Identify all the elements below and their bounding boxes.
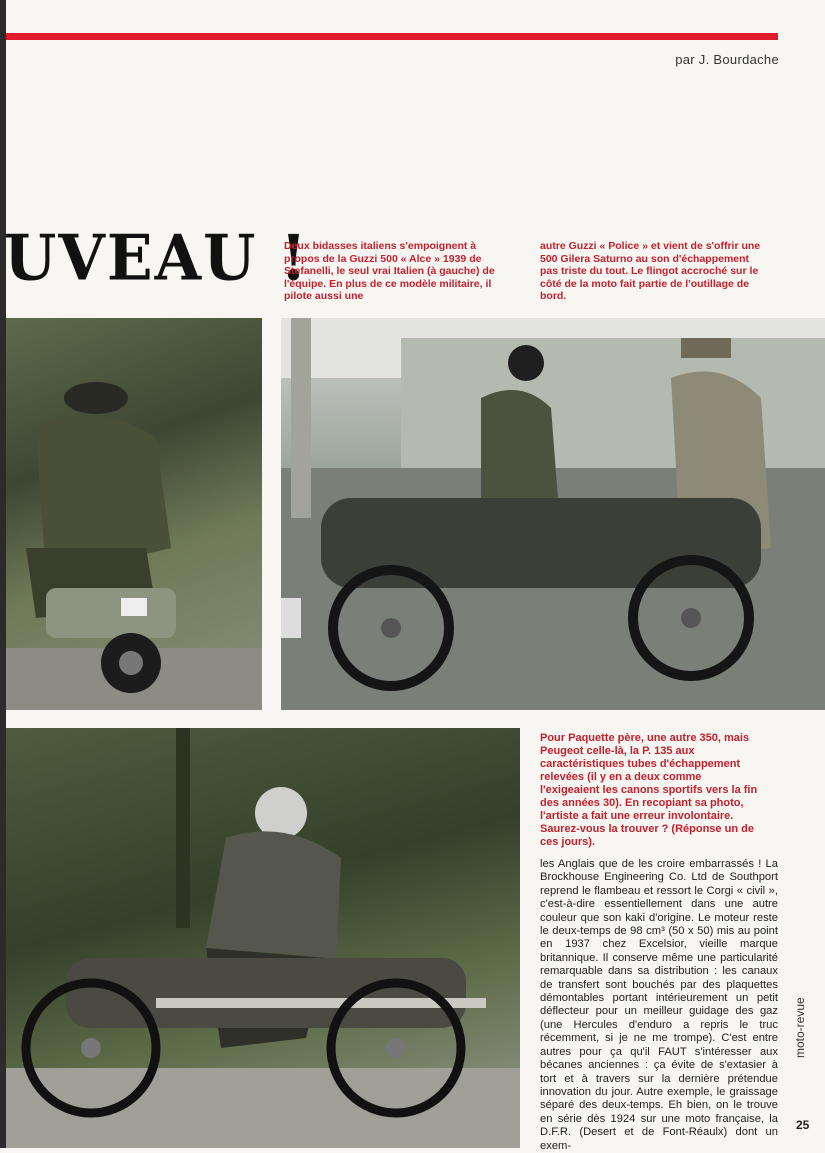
red-rule	[6, 33, 778, 40]
byline: par J. Bourdache	[675, 52, 779, 67]
headline: UVEAU !	[4, 222, 309, 296]
peugeot-illustration	[6, 728, 520, 1148]
caption-peugeot: Pour Paquette père, une autre 350, mais Peugeot celle-là, la P. 135 aux caractéristiques tubes d'échappement relevées (il y en a deux comme l'exigeaient les canons sportifs vers la fin des années 30). En recopiant sa photo, l'artiste a fait une erreur involontaire. Saurez-vous la trouver ? (Réponse un de ces jours).	[540, 732, 758, 848]
page-number: 25	[796, 1118, 810, 1132]
guzzi-illustration	[281, 318, 825, 710]
scooter-illustration	[6, 318, 262, 710]
photo-guzzi-soldiers	[281, 318, 825, 710]
photo-scooter-rider	[6, 318, 262, 710]
caption-guzzi-alce: Deux bidasses italiens s'empoignent à propos de la Guzzi 500 « Alce » 1939 de Stefanelli, le seul vrai Italien (à gauche) de l'équipe. En plus de ce modèle militaire, il pilote aussi une	[284, 240, 495, 303]
photo-peugeot-rider	[6, 728, 520, 1148]
caption-guzzi-police: autre Guzzi « Police » et vient de s'offrir une 500 Gilera Saturno au son d'échappement pas triste du tout. Le flingot accroché sur le côté de la moto fait partie de l'outillage de bord.	[540, 240, 761, 303]
article-body: les Anglais que de les croire embarrassés ! La Brockhouse Engineering Co. Ltd de Southport reprend le flambeau et ressort le Corgi « civil », c'est-à-dire essentiellement dans une autre couleur que son kaki d'origine. Le moteur reste le deux-temps de 98 cm³ (50 x 50) mis au point en 1937 chez Excelsior, vieille marque britannique. Il conserve même une particularité remarquable dans sa distribution : les canaux de transfert sont bouchés par des plaquettes démontables portant intérieurement un petit déflecteur pour un meilleur guidage des gaz (une Hercules d'enduro a repris le truc récemment, si je ne me trompe). C'est entre autres pour ça qu'il FAUT s'intéresser aux bécanes anciennes : ça évite de s'extasier à tort et à travers sur la dernière prétendue innovation du jour. Autre exemple, le graissage séparé des deux-temps. Eh bien, on le trouve en série dès 1924 sur une moto française, la D.F.R. (Desert et de Font-Réaulx) dont un exem-	[540, 858, 778, 1152]
magazine-name: moto-revue	[793, 997, 807, 1058]
